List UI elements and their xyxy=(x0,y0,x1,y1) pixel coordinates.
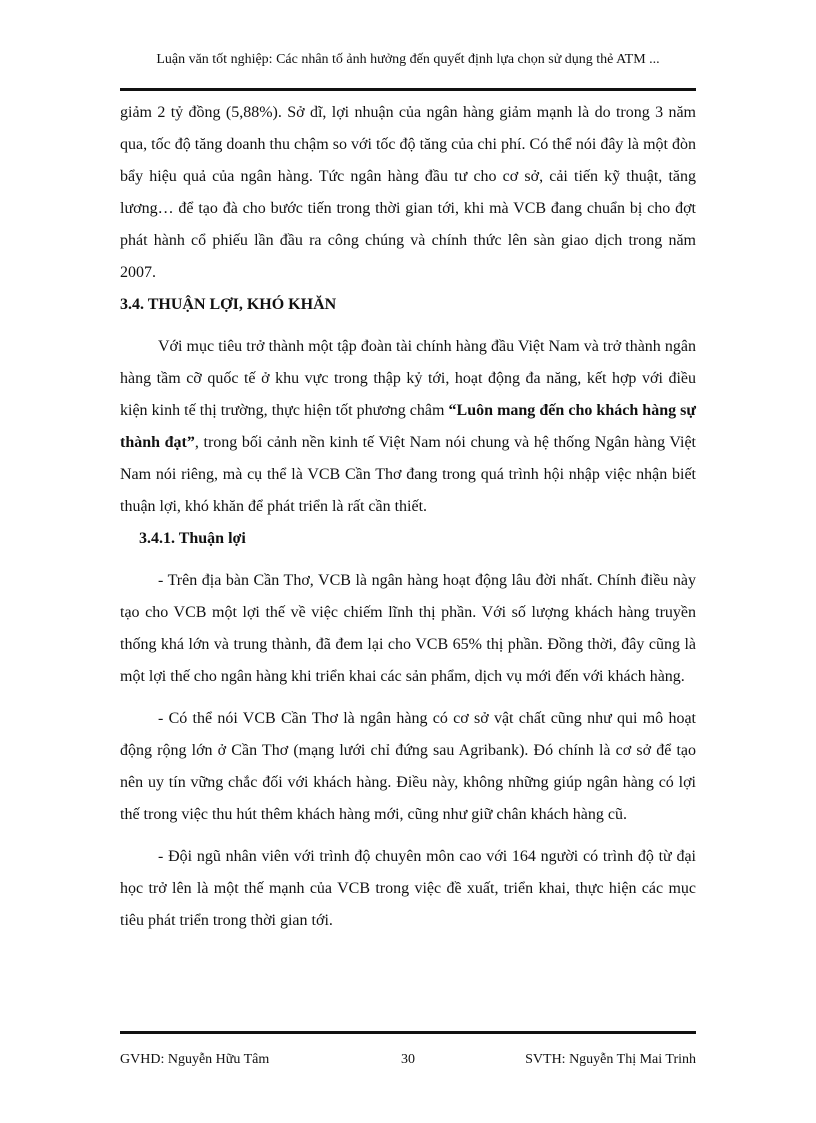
subsection-heading-3-4-1: 3.4.1. Thuận lợi xyxy=(139,530,246,547)
paragraph-advantage-market-share: - Trên địa bàn Cần Thơ, VCB là ngân hàng hoạt động lâu đời nhất. Chính điều này tạo cho VCB một lợi thế về việc chiếm lĩnh thị phần. Với số lượng khách hàng truyền thống khá lớn và trung thành, đã đem lại cho VCB 65% thị phần. Đồng thời, đây cũng là một lợi thế cho ngân hàng khi triển khai các sản phẩm, dịch vụ mới đến với khách hàng. xyxy=(120,572,696,685)
paragraph-profit-analysis: giảm 2 tỷ đồng (5,88%). Sở dĩ, lợi nhuận của ngân hàng giảm mạnh là do trong 3 năm qua, tốc độ tăng doanh thu chậm so với tốc độ tăng của chi phí. Có thể nói đây là một đòn bẩy hiệu quả của ngân hàng. Tức ngân hàng đầu tư cho cơ sở, cải tiến kỹ thuật, tăng lương… để tạo đà cho bước tiến trong thời gian tới, khi mà VCB đang chuẩn bị cho đợt phát hành cổ phiếu lần đầu ra công chúng và chính thức lên sàn giao dịch trong năm 2007. xyxy=(120,104,696,281)
page-body xyxy=(120,97,696,937)
paragraph-advantage-facilities: - Có thể nói VCB Cần Thơ là ngân hàng có cơ sở vật chất cũng như qui mô hoạt động rộng lớn ở Cần Thơ (mạng lưới chỉ đứng sau Agribank). Đó chính là cơ sở để tạo nên uy tín vững chắc đối với khách hàng. Điều này, không những giúp ngân hàng có lợi thế trong việc thu hút thêm khách hàng mới, cũng như giữ chân khách hàng cũ. xyxy=(120,710,696,823)
footer-student: SVTH: Nguyễn Thị Mai Trinh xyxy=(525,1052,696,1067)
footer-advisor: GVHD: Nguyễn Hữu Tâm xyxy=(120,1052,270,1067)
running-header: Luận văn tốt nghiệp: Các nhân tố ảnh hưởng đến quyết định lựa chọn sử dụng thẻ ATM ... xyxy=(156,52,660,67)
section-heading-3-4: 3.4. THUẬN LỢI, KHÓ KHĂN xyxy=(120,296,337,313)
paragraph-advantage-staff: - Đội ngũ nhân viên với trình độ chuyên môn cao với 164 người có trình độ từ đại học trở lên là một thế mạnh của VCB trong việc đề xuất, triển khai, thực hiện các mục tiêu phát triển trong thời gian tới. xyxy=(120,848,696,929)
paragraph-section-intro xyxy=(120,331,696,523)
footer-divider xyxy=(120,1031,696,1034)
intro-text-end: , trong bối cảnh nền kinh tế Việt Nam nói chung và hệ thống Ngân hàng Việt Nam nói riêng, mà cụ thể là VCB Cần Thơ đang trong quá trình hội nhập việc nhận biết thuận lợi, khó khăn để phát triển là rất cần thiết. xyxy=(120,434,696,515)
page-number: 30 xyxy=(401,1052,415,1067)
header-divider xyxy=(120,88,696,91)
intro-text-start: Với mục tiêu trở thành một tập đoàn tài chính hàng đầu Việt Nam và trở thành ngân hàng tầm cỡ quốc tế ở khu vực trong thập kỷ tới, hoạt động đa năng, kết hợp với điều kiện kinh tế thị trường, thực hiện tốt phương châm xyxy=(120,338,696,419)
slogan-bold: “Luôn mang đến cho khách hàng sự thành đạt” xyxy=(120,402,696,451)
